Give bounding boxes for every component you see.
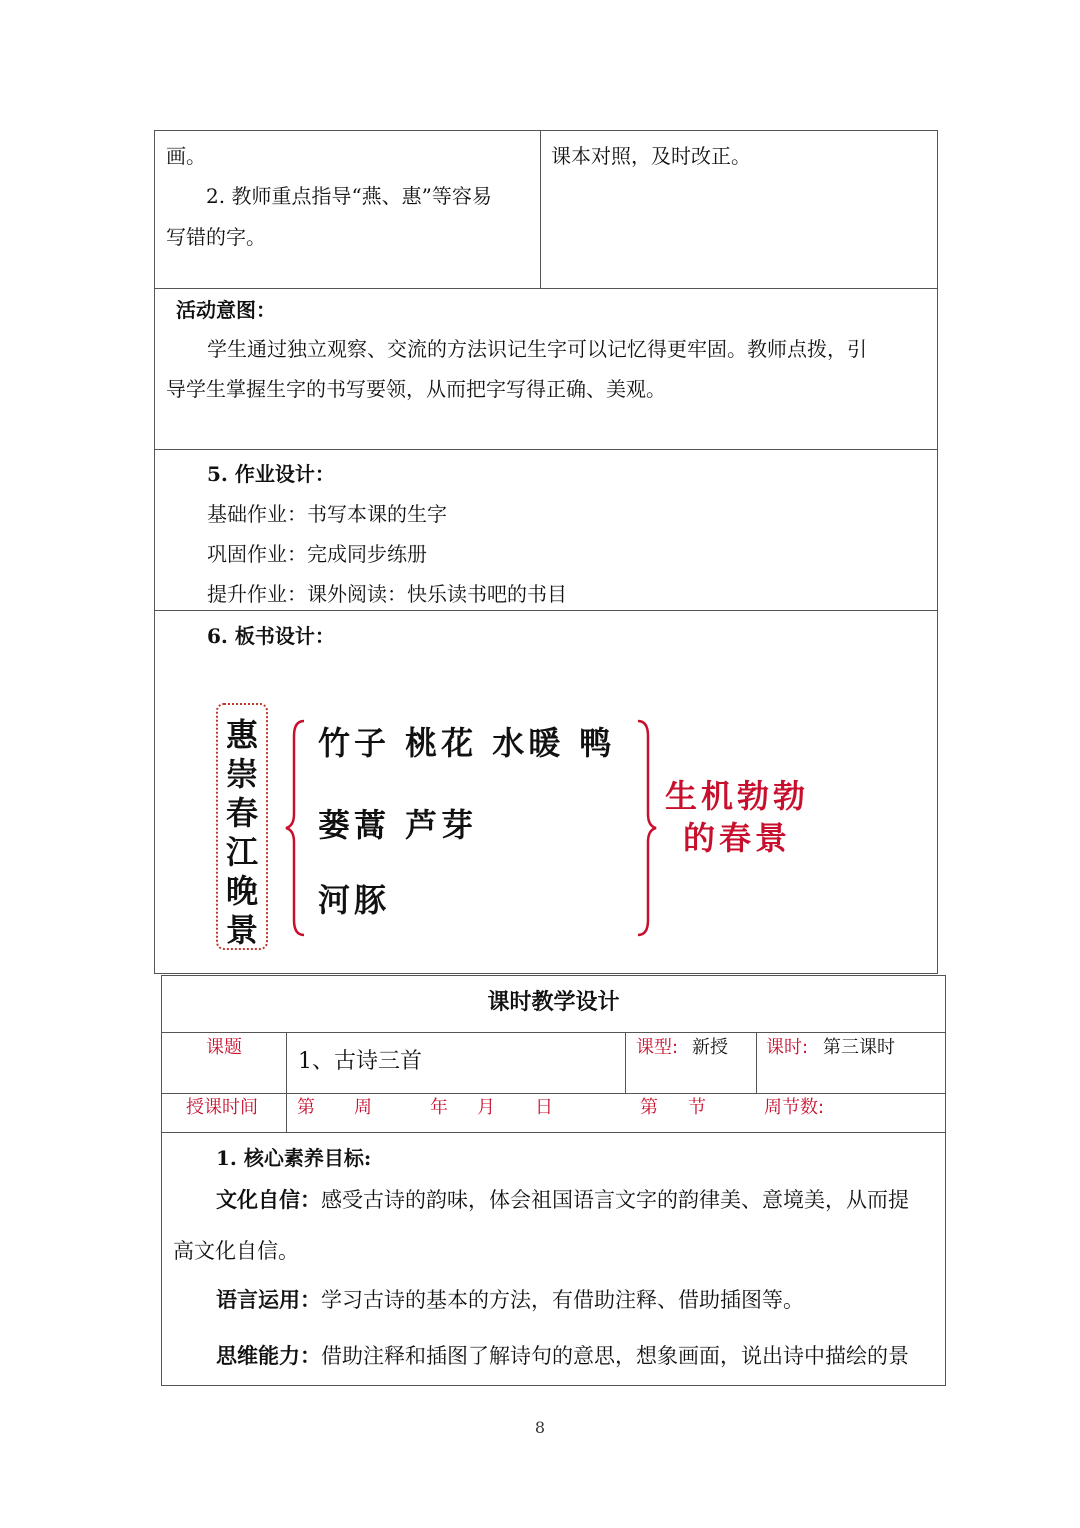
row1-left-line: 写错的字。: [166, 225, 266, 249]
board-summary-line: 的春景: [683, 819, 792, 857]
upper-table-row-divider: [154, 449, 938, 450]
board-design-title: 6. 板书设计：: [207, 624, 335, 648]
poem-title-char: 景: [225, 911, 258, 949]
time-field: 日: [535, 1097, 553, 1118]
poem-title-char: 崇: [225, 755, 258, 793]
homework-title: 5. 作业设计：: [207, 462, 335, 486]
goal-label: 语言运用：: [216, 1288, 321, 1312]
upper-table-row-divider: [154, 610, 938, 611]
intent-line: 学生通过独立观察、交流的方法识记生字可以记忆得更牢固。教师点拨，引: [207, 337, 867, 361]
topic-label: 课题: [206, 1037, 242, 1058]
goal-text: 借助注释和插图了解诗句的意思，想象画面，说出诗中描绘的景: [321, 1344, 909, 1368]
upper-table-column-divider: [540, 130, 541, 288]
homework-item: 提升作业：课外阅读：快乐读书吧的书目: [207, 582, 567, 606]
time-field: 月: [477, 1097, 495, 1118]
lesson-table-row-divider: [161, 1032, 946, 1033]
homework-item: 基础作业：书写本课的生字: [207, 502, 447, 526]
intent-line: 导学生掌握生字的书写要领，从而把字写得正确、美观。: [166, 377, 666, 401]
time-field: 第: [297, 1097, 315, 1118]
poem-title-frame: [216, 703, 268, 950]
type-value: 新授: [692, 1037, 728, 1058]
goal-line: [173, 1241, 299, 1262]
row1-left-line: 画。: [166, 144, 206, 168]
lesson-table-column-divider: [286, 1032, 287, 1132]
lesson-table-column-divider: [625, 1032, 626, 1093]
poem-title-char: 晚: [225, 872, 258, 910]
goal-line: [216, 1290, 804, 1311]
type-label: 课型:: [636, 1037, 679, 1058]
lesson-table-heading: 课时教学设计: [487, 990, 620, 1015]
intent-title: 活动意图：: [176, 298, 276, 322]
upper-table-row-divider: [154, 288, 938, 289]
page-number: 8: [534, 1418, 546, 1437]
time-field: 年: [430, 1097, 448, 1118]
poem-title-char: 江: [225, 833, 258, 871]
goal-line: [216, 1190, 909, 1211]
topic-value: 1、古诗三首: [298, 1049, 422, 1074]
board-line: 蒌蒿 芦芽: [318, 806, 478, 844]
goal-text: 感受古诗的韵味，体会祖国语言文字的韵律美、意境美，从而提: [321, 1188, 909, 1212]
homework-item: 巩固作业：完成同步练册: [207, 542, 427, 566]
time-field: 周: [354, 1097, 372, 1118]
lesson-table-row-divider: [161, 1093, 946, 1094]
poem-title-char: 春: [225, 794, 258, 832]
goal-line: [216, 1346, 909, 1367]
goal-text: 学习古诗的基本的方法，有借助注释、借助插图等。: [321, 1288, 804, 1312]
row1-right-text: 课本对照，及时改正。: [551, 144, 751, 168]
board-line: 河豚: [318, 881, 391, 919]
period-label: 课时:: [766, 1037, 809, 1058]
left-curly-brace: [280, 718, 310, 938]
lesson-table-column-divider: [756, 1032, 757, 1093]
goal-text: 高文化自信。: [173, 1239, 299, 1263]
board-summary-line: 生机勃勃: [665, 777, 810, 815]
time-field: 第: [640, 1097, 658, 1118]
lesson-table-row-divider: [161, 1132, 946, 1133]
goal-label: 文化自信：: [216, 1188, 321, 1212]
time-label: 授课时间: [186, 1097, 258, 1118]
period-value: 第三课时: [823, 1037, 895, 1058]
week-periods-label: 周节数:: [764, 1097, 825, 1118]
row1-left-line: 2. 教师重点指导“燕、惠”等容易: [206, 184, 492, 208]
poem-title-char: 惠: [225, 716, 258, 754]
right-curly-brace: [632, 718, 662, 938]
board-line: 竹子 桃花 水暖 鸭: [318, 724, 616, 762]
goals-title: 1. 核心素养目标:: [216, 1146, 372, 1170]
goal-label: 思维能力：: [216, 1344, 321, 1368]
time-field: 节: [688, 1097, 706, 1118]
